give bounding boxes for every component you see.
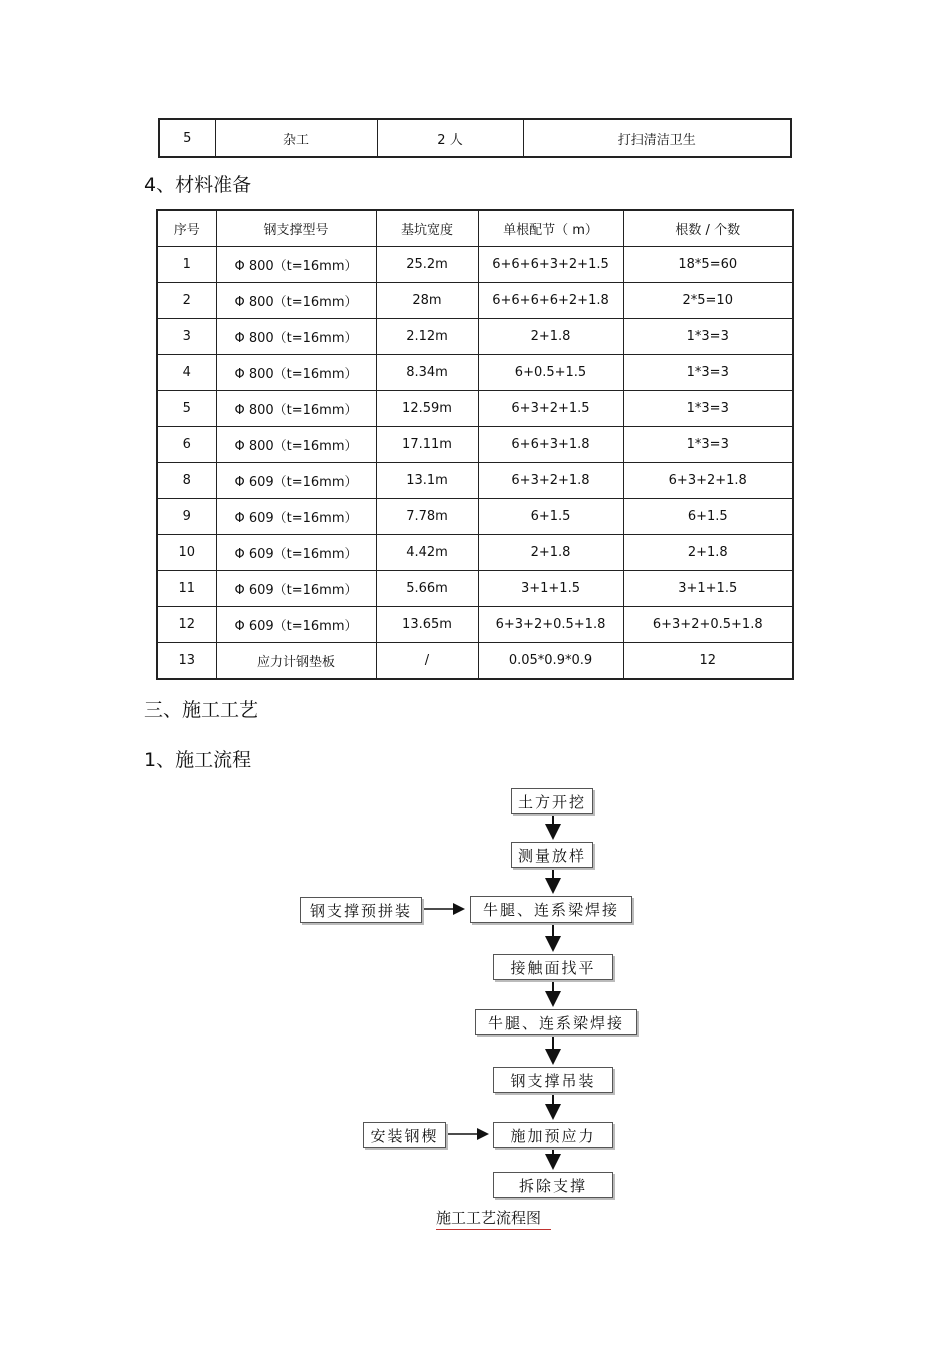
table-cell: 4 [157,355,216,391]
table-cell: 2 人 [377,119,523,157]
table-cell: 6+6+6+3+2+1.5 [478,247,623,283]
table-cell: 7.78m [376,499,478,535]
table-cell: Φ 800（t=16mm） [216,391,376,427]
table-cell: 基坑宽度 [376,210,478,247]
flow-step: 拆除支撑 [493,1172,613,1198]
section-heading-process: 三、施工工艺 [144,699,259,721]
flow-side-input: 钢支撑预拼装 [300,897,422,923]
table-cell: 18*5=60 [623,247,793,283]
table-cell: 单根配节（ m） [478,210,623,247]
table-cell: 钢支撑型号 [216,210,376,247]
table-cell: 2+1.8 [623,535,793,571]
table-cell: Φ 800（t=16mm） [216,427,376,463]
table-cell: 25.2m [376,247,478,283]
table-cell: 28m [376,283,478,319]
flow-side-input: 安装钢楔 [363,1122,446,1148]
table-cell: 3 [157,319,216,355]
table-cell: 1*3=3 [623,391,793,427]
flow-step: 钢支撑吊装 [493,1067,613,1093]
table-cell: 5 [157,391,216,427]
table-cell: 10 [157,535,216,571]
table-cell: 11 [157,571,216,607]
table-cell: 3+1+1.5 [623,571,793,607]
table-cell: 5.66m [376,571,478,607]
table-cell: 13.1m [376,463,478,499]
table-cell: 1*3=3 [623,355,793,391]
table-cell: 1*3=3 [623,427,793,463]
table-cell: Φ 800（t=16mm） [216,247,376,283]
table-cell: 2*5=10 [623,283,793,319]
table-cell: Φ 609（t=16mm） [216,463,376,499]
table-cell: 4.42m [376,535,478,571]
table-cell: 2 [157,283,216,319]
table-cell: 2.12m [376,319,478,355]
table-cell: 序号 [157,210,216,247]
table-cell: 12 [157,607,216,643]
table-cell: Φ 609（t=16mm） [216,499,376,535]
table-cell: 6+3+2+0.5+1.8 [623,607,793,643]
table-cell: 打扫清洁卫生 [523,119,791,157]
table-cell: 2+1.8 [478,535,623,571]
table-cell: 2+1.8 [478,319,623,355]
flow-step: 牛腿、连系梁焊接 [470,896,632,923]
section-heading-materials: 4、材料准备 [144,174,252,196]
table-cell: 6+3+2+1.8 [623,463,793,499]
table-cell: 根数 / 个数 [623,210,793,247]
table-cell: Φ 800（t=16mm） [216,319,376,355]
flow-step: 土方开挖 [511,788,593,814]
table-cell: 6+3+2+1.5 [478,391,623,427]
table-cell: Φ 609（t=16mm） [216,535,376,571]
table-cell: 5 [159,119,215,157]
table-cell: Φ 609（t=16mm） [216,571,376,607]
table-cell: 6+1.5 [478,499,623,535]
table-cell: 17.11m [376,427,478,463]
table-cell: 0.05*0.9*0.9 [478,643,623,680]
table-cell: 6+3+2+1.8 [478,463,623,499]
table-cell: 12 [623,643,793,680]
table-cell: / [376,643,478,680]
table-cell: 6+6+6+6+2+1.8 [478,283,623,319]
table-cell: Φ 800（t=16mm） [216,283,376,319]
table-cell: 6 [157,427,216,463]
table-cell: Φ 800（t=16mm） [216,355,376,391]
table-cell: 3+1+1.5 [478,571,623,607]
table-cell: 6+3+2+0.5+1.8 [478,607,623,643]
flow-step: 牛腿、连系梁焊接 [475,1009,637,1035]
flowchart-caption: 施工工艺流程图 [436,1207,551,1230]
flow-step: 接触面找平 [493,954,613,980]
table-cell: 8.34m [376,355,478,391]
table-cell: 13 [157,643,216,680]
table-cell: 杂工 [215,119,377,157]
table-cell: 应力计钢垫板 [216,643,376,680]
table-cell: 6+1.5 [623,499,793,535]
flow-step: 施加预应力 [493,1122,613,1148]
table-cell: 9 [157,499,216,535]
table-cell: 12.59m [376,391,478,427]
table-cell: 13.65m [376,607,478,643]
table-cell: 8 [157,463,216,499]
table-cell: Φ 609（t=16mm） [216,607,376,643]
table-cell: 6+0.5+1.5 [478,355,623,391]
table-cell: 1*3=3 [623,319,793,355]
flow-step: 测量放样 [511,842,593,868]
subsection-heading-flow: 1、施工流程 [144,749,252,771]
table-cell: 6+6+3+1.8 [478,427,623,463]
table-cell: 1 [157,247,216,283]
